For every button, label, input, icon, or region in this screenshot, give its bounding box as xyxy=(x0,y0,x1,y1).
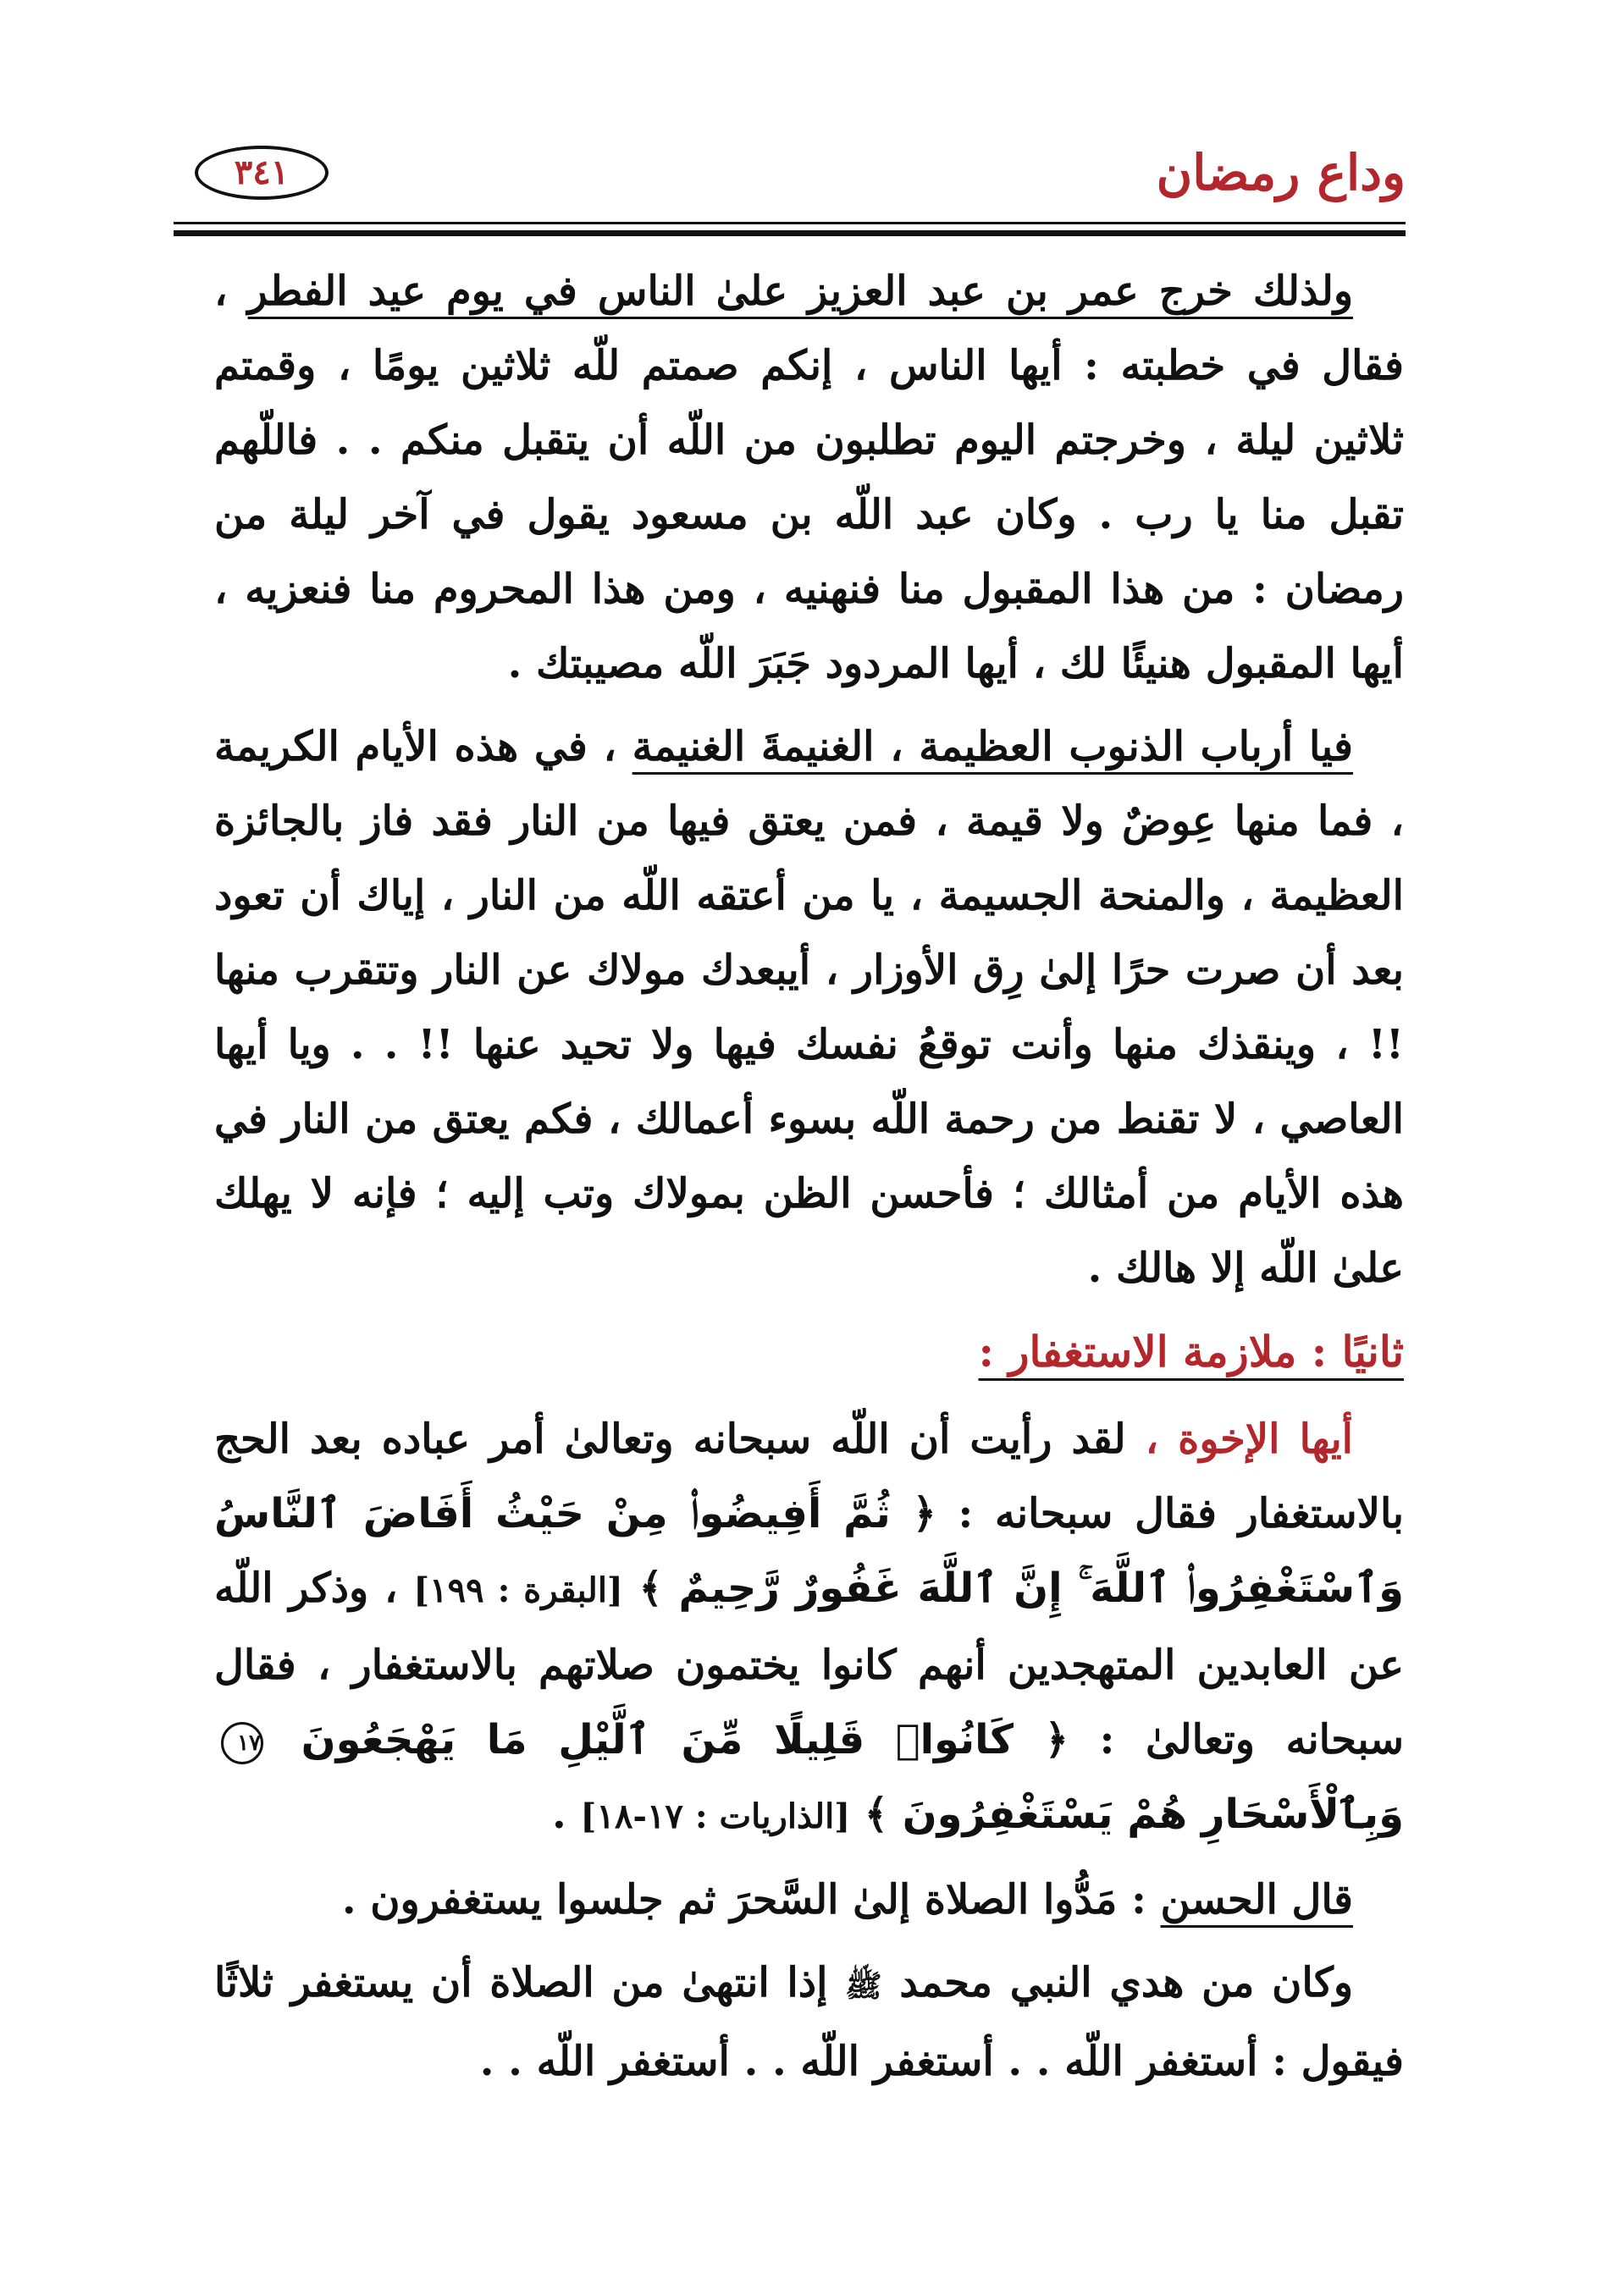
paragraph-text: ، فقال في خطبته : أيها الناس ، إنكم صمتم للّه ثلاثين يومًا ، وقمتم ثلاثين ليلة ، وخرجتم اليوم تطلبون من اللّه أن يتقبل منكم . . فاللّهم تقبل منا يا رب . وكان عبد اللّه بن مسعود يقول في آخر ليلة من رمضان : من هذا المقبول منا فنهنيه ، ومن هذا المحروم منا فنعزيه ، أيها المقبول هنيئًا لك ، أيها المردود جَبَرَ اللّه مصيبتك . xyxy=(214,268,1404,687)
verse-reference: [البقرة : ١٩٩] xyxy=(413,1570,623,1610)
underlined-phrase: قال الحسن xyxy=(1160,1876,1353,1923)
quran-verse: وَبِٱلْأَسْحَارِ هُمْ يَسْتَغْفِرُونَ ﴾ xyxy=(864,1791,1404,1838)
sentence-end: . xyxy=(551,1791,566,1838)
paragraph-text: إذا انتهىٰ من الصلاة أن يستغفر ثلاثًا فيقول : أستغفر اللّه . . أستغفر اللّه . . أستغفر اللّه . . xyxy=(214,1959,1404,2085)
running-title: وداع رمضان xyxy=(1156,144,1406,201)
section-heading xyxy=(214,1314,1404,1390)
underlined-phrase: ولذلك خرج عمر بن عبد العزيز علىٰ الناس في يوم عيد الفطر xyxy=(247,268,1353,315)
header-rule-thick xyxy=(174,230,1406,236)
header-rule-thin xyxy=(174,222,1406,224)
page-number: ٣٤١ xyxy=(195,146,329,200)
paragraph-text: : مَدُّوا الصلاة إلىٰ السَّحرَ ثم جلسوا يستغفرون . xyxy=(341,1876,1146,1923)
ayah-number-marker: ١٧ xyxy=(221,1722,263,1764)
paragraph-text: ، وذكر اللّه عن العابدين المتهجدين أنهم كانوا يختمون صلاتهم بالاستغفار ، فقال سبحانه وتعالىٰ : xyxy=(214,1565,1404,1763)
paragraph-istighfar xyxy=(214,1402,1404,1854)
salutation-glyph: ﷺ xyxy=(845,1969,882,2004)
paragraph-text: ، في هذه الأيام الكريمة ، فما منها عِوضٌ ولا قيمة ، فمن يعتق فيها من النار فقد فاز بالجائزة العظيمة ، والمنحة الجسيمة ، يا من أعتقه اللّه من النار ، إياك أن تعود بعد أن صرت حرًا إلىٰ رِق الأوزار ، أيبعدك مولاك عن النار وتتقرب منها !! ، وينقذك منها وأنت توقعُ نفسك فيها ولا تحيد عنها !! . . ويا أيها العاصي ، لا تقنط من رحمة اللّه بسوء أعمالك ، فكم يعتق من النار في هذه الأيام من أمثالك ؛ فأحسن الظن بمولاك وتب إليه ؛ فإنه لا يهلك علىٰ اللّه إلا هالك . xyxy=(214,723,1405,1292)
paragraph-hasan xyxy=(214,1863,1404,1937)
page-header xyxy=(169,127,1406,220)
quran-verse: ﴿ ثُمَّ أَفِيضُوا۟ مِنْ حَيْثُ أَفَاضَ ٱلنَّاسُ وَٱسْتَغْفِرُوا۟ ٱللَّهَ ۚ إِنَّ ٱللَّهَ غَفُورٌ رَّحِيمٌ ﴾ xyxy=(214,1490,1404,1612)
paragraph-sins xyxy=(214,709,1404,1305)
underlined-phrase: فيا أرباب الذنوب العظيمة ، الغنيمةَ الغنيمة xyxy=(632,723,1353,770)
section-heading-text: ثانيًا : ملازمة الاستغفار : xyxy=(978,1327,1404,1377)
page-body xyxy=(214,254,1404,2107)
verse-reference: [الذاريات : ١٧-١٨] xyxy=(580,1797,851,1836)
paragraph-text: لقد رأيت أن اللّه سبحانه وتعالىٰ أمر عباده بعد الحج بالاستغفار فقال سبحانه : xyxy=(214,1416,1404,1537)
paragraph-text: وكان من هدي النبي محمد xyxy=(899,1959,1353,2006)
paragraph-prophet-practice xyxy=(214,1946,1404,2099)
address-phrase: أيها الإخوة ، xyxy=(1145,1416,1354,1463)
quran-verse: ﴿ كَانُوا۟ قَلِيلًا مِّنَ ٱلَّيْلِ مَا يَهْجَعُونَ xyxy=(301,1716,1069,1763)
paragraph-umar-eid xyxy=(214,254,1404,701)
